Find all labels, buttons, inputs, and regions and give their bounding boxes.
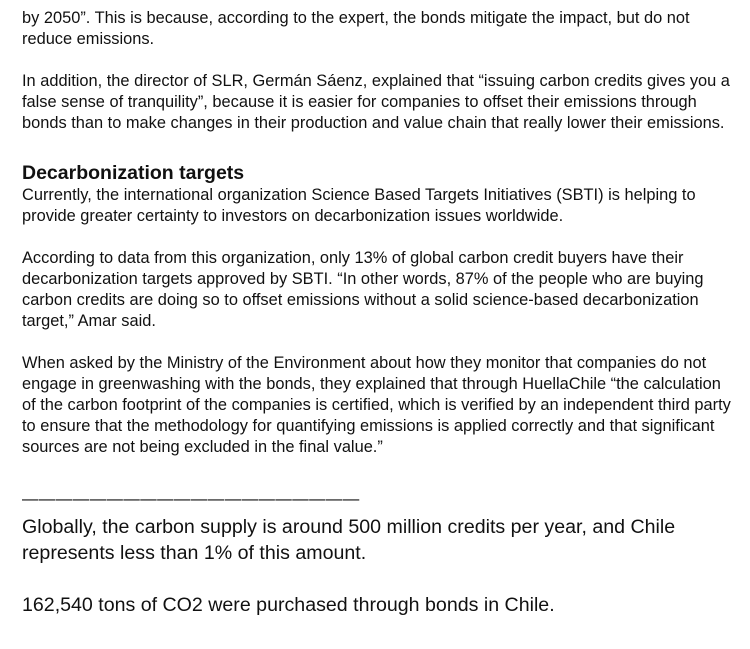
divider: ———————————————————— <box>22 490 360 508</box>
section-heading: Decarbonization targets <box>22 162 245 184</box>
paragraph-intro: by 2050”. This is because, according to the expert, the bonds mitigate the impact, but do not reduce emissions. <box>22 9 690 48</box>
article-body <box>22 8 736 618</box>
paragraph-buyers: According to data from this organization, only 13% of global carbon credit buyers have their decarbonization targets approved by SBTI. “In other words, 87% of the people who are buying carbon credits are doing so to offset emissions without a solid science-based decarbonization target,” Amar said. <box>22 249 704 330</box>
fact-tons-co2: 162,540 tons of CO2 were purchased through bonds in Chile. <box>22 594 555 616</box>
paragraph-ministry: When asked by the Ministry of the Environment about how they monitor that companies do not engage in greenwashing with the bonds, they explained that through HuellaChile “the calculation of the carbon footprint of the companies is certified, which is verified by an independent third party to ensure that the methodology for quantifying emissions is applied correctly and that significant sources are not being excluded in the final value.” <box>22 354 731 456</box>
paragraph-slr-director: In addition, the director of SLR, Germán Sáenz, explained that “issuing carbon credits gives you a false sense of tranquility”, because it is easier for companies to offset their emissions through bonds than to make changes in their production and value chain that really lower their emissions. <box>22 72 730 132</box>
fact-carbon-supply: Globally, the carbon supply is around 500 million credits per year, and Chile represents less than 1% of this amount. <box>22 516 676 564</box>
paragraph-sbti: Currently, the international organization Science Based Targets Initiatives (SBTI) is helping to provide greater certainty to investors on decarbonization issues worldwide. <box>22 186 696 225</box>
